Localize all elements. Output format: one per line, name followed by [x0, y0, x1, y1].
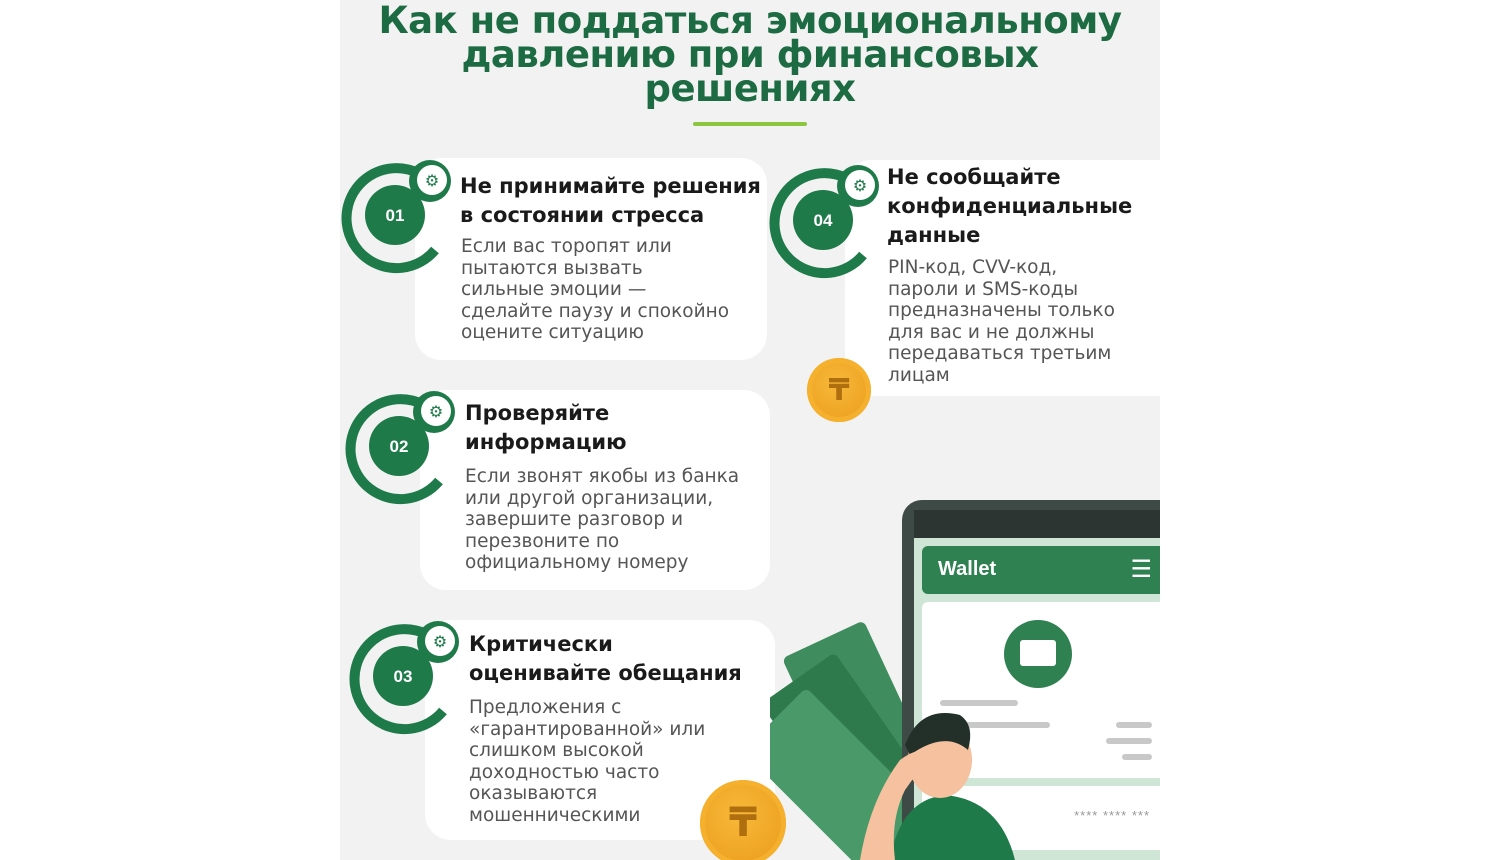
tenge-coin-icon — [700, 780, 786, 860]
text-line: ₸ — [828, 373, 850, 407]
text-line: сделайте паузу и спокойно — [461, 300, 730, 322]
text-line: информацию — [465, 430, 627, 454]
text-line: Не принимайте решения — [460, 174, 761, 198]
step-emblem-02 — [344, 386, 464, 506]
text-line: PIN-код, CVV-код, — [888, 257, 1058, 278]
text-line: конфиденциальные — [887, 194, 1133, 218]
text-line: завершите разговор и — [465, 509, 684, 530]
text-line: ₸ — [729, 801, 757, 845]
text-line: данные — [887, 223, 981, 247]
stressed-person-illustration — [850, 700, 1040, 860]
tip-body — [465, 466, 739, 574]
wallet-icon — [1004, 620, 1072, 688]
text-line: передаваться третьим — [888, 343, 1112, 364]
text-line: официальному номеру — [465, 552, 689, 573]
menu-icon: ☰ — [1130, 556, 1152, 583]
text-line: «гарантированной» или — [469, 718, 706, 740]
page-title — [340, 0, 1160, 110]
text-line: пытаются вызвать — [461, 257, 643, 279]
title-underline — [693, 122, 807, 126]
tenge-coin-icon — [807, 358, 871, 422]
tip-body — [469, 697, 705, 826]
text-line: перезвоните по — [465, 530, 620, 552]
step-number: 01 — [385, 206, 405, 225]
text-line: в состоянии стресса — [460, 203, 705, 227]
text-line: Предложения с — [469, 697, 622, 718]
title-line: давлению при финансовых — [461, 33, 1039, 76]
text-line: оцените ситуацию — [461, 322, 644, 343]
tip-title — [887, 163, 1132, 250]
gear-icon: ⚙ — [852, 178, 868, 195]
text-line: сильные эмоции — — [461, 279, 647, 300]
step-number: 02 — [389, 437, 409, 456]
text-line: Если вас торопят или — [461, 236, 672, 257]
step-emblem-01 — [340, 155, 460, 275]
text-line: оказываются — [469, 783, 598, 804]
text-line: мошенническими — [469, 804, 641, 826]
tip-body — [461, 236, 729, 344]
step-emblem-03 — [348, 616, 468, 736]
gear-icon: ⚙ — [424, 173, 440, 190]
step-number: 04 — [813, 211, 833, 230]
text-line: или другой организации, — [465, 487, 714, 509]
infographic-panel — [340, 0, 1160, 860]
step-emblem-04 — [768, 160, 888, 280]
text-line: доходностью часто — [469, 761, 660, 783]
tip-body — [888, 257, 1115, 386]
wallet-app-title: Wallet — [938, 558, 997, 580]
text-line: оценивайте обещания — [469, 661, 742, 685]
tip-title — [460, 172, 761, 230]
text-line: для вас и не должны — [888, 321, 1095, 343]
tip-title — [469, 630, 742, 688]
text-line: Если звонят якобы из банка — [465, 466, 740, 487]
text-line: Не сообщайте — [887, 165, 1061, 189]
masked-card-number: **** **** *** — [1074, 808, 1150, 823]
title-line: Как не поддаться эмоциональному — [378, 0, 1122, 42]
text-line: слишком высокой — [469, 740, 644, 761]
gear-icon: ⚙ — [432, 634, 448, 651]
wallet-app-header — [922, 546, 1160, 594]
text-line: предназначены только — [888, 300, 1115, 321]
text-line: лицам — [888, 364, 950, 386]
text-line: Проверяйте — [465, 401, 610, 425]
step-number: 03 — [393, 667, 413, 686]
title-line: решениях — [644, 67, 856, 110]
text-line: пароли и SMS-коды — [888, 278, 1079, 300]
text-line: Критически — [469, 632, 613, 656]
tip-title — [465, 399, 627, 457]
gear-icon: ⚙ — [428, 404, 444, 421]
